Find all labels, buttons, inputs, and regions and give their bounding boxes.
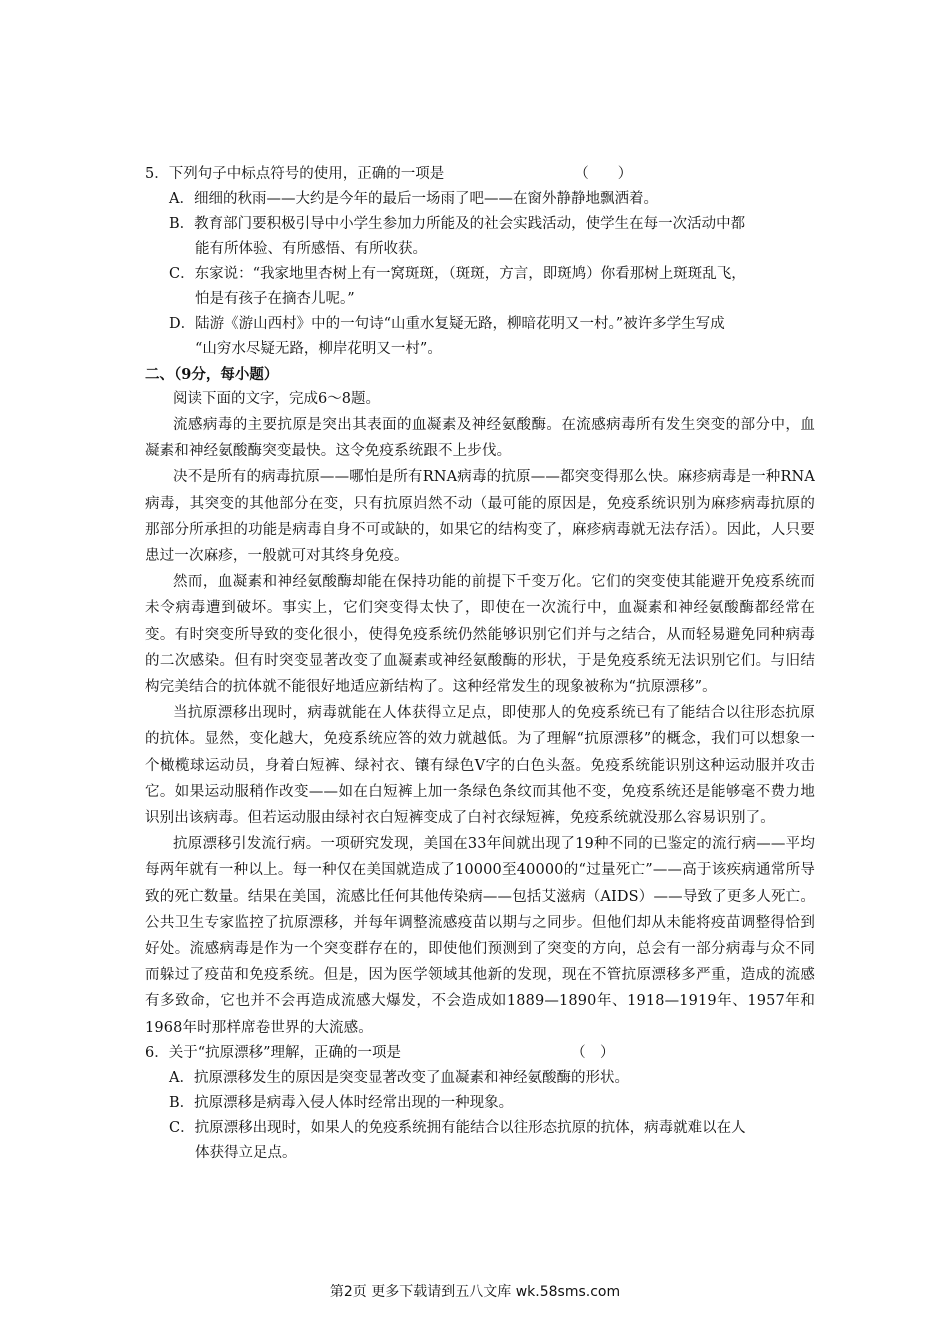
passage-paragraph-4: 当抗原漂移出现时，病毒就能在人体获得立足点，即使那人的免疫系统已有了能结合以往形态抗原的抗体。显然，变化越大，免疫系统应答的效力就越低。为了理解“抗原漂移”的概念，我们可以想象一个橄榄球运动员，身着白短裤、绿衬衣、镶有绿色V字的白色头盔。免疫系统能识别这种运动服并攻击它。如果运动服稍作改变——如在白短裤上加一条绿色条纹而其他不变，免疫系统还是能够毫不费力地识别出该病毒。但若运动服由绿衬衣白短裤变成了白衬衣绿短裤，免疫系统就没那么容易识别了。 — [145, 705, 815, 827]
q5-option-d-cont: “山穷水尽疑无路，柳岸花明又一村”。 — [195, 341, 442, 357]
passage-paragraph-2: 决不是所有的病毒抗原——哪怕是所有RNA病毒的抗原——都突变得那么快。麻疹病毒是一种RNA病毒，其突变的其他部分在变，只有抗原岿然不动（最可能的原因是，免疫系统识别为麻疹病毒抗原的那部分所承担的功能是病毒自身不可或缺的，如果它的结构变了，麻疹病毒就无法存活）。因此，人只要患过一次麻疹，一般就可对其终身免疫。 — [145, 469, 815, 565]
q5-option-d: D．陆游《游山西村》中的一句诗“山重水复疑无路，柳暗花明又一村。”被许多学生写成 — [169, 316, 725, 332]
answer-bracket: （ ） — [574, 166, 633, 182]
answer-bracket: （ ） — [571, 1044, 615, 1061]
q5-option-c-cont: 怕是有孩子在摘杏儿呢。” — [195, 291, 355, 307]
question-6-stem — [145, 1041, 815, 1066]
document-body — [145, 162, 815, 1166]
q6-option-b: B．抗原漂移是病毒入侵人体时经常出现的一种现象。 — [169, 1094, 514, 1111]
passage-paragraph-3: 然而，血凝素和神经氨酸酶却能在保持功能的前提下千变万化。它们的突变使其能避开免疫系统而未令病毒遭到破坏。事实上，它们突变得太快了，即使在一次流行中，血凝素和神经氨酸酶都经常在变。有时突变所导致的变化很小，使得免疫系统仍然能够识别它们并与之结合，从而轻易避免同种病毒的二次感染。但有时突变显著改变了血凝素或神经氨酸酶的形状，于是免疫系统无法识别它们。与旧结构完美结合的抗体就不能很好地适应新结构了。这种经常发生的现象被称为“抗原漂移”。 — [145, 574, 815, 696]
question-5-stem — [145, 162, 815, 187]
q5-option-c: C．东家说：“我家地里杏树上有一窝斑斑，（斑斑，方言，即斑鸠）你看那树上斑斑乱飞， — [169, 266, 746, 282]
passage-paragraph-1: 流感病毒的主要抗原是突出其表面的血凝素及神经氨酸酶。在流感病毒所有发生突变的部分中，血凝素和神经氨酸酶突变最快。这令免疫系统跟不上步伐。 — [145, 417, 815, 460]
q6-option-c: C．抗原漂移出现时，如果人的免疫系统拥有能结合以往形态抗原的抗体，病毒就难以在人 — [169, 1119, 746, 1136]
q6-option-a: A．抗原漂移发生的原因是突变显著改变了血凝素和神经氨酸酶的形状。 — [169, 1069, 629, 1086]
page-footer: 第2页 更多下载请到五八文库 wk.58sms.com — [329, 1284, 621, 1300]
section-2-instruction: 阅读下面的文字，完成6～8题。 — [173, 391, 380, 407]
q6-option-c-cont: 体获得立足点。 — [195, 1144, 297, 1161]
q5-option-b: B．教育部门要积极引导中小学生参加力所能及的社会实践活动，使学生在每一次活动中都 — [169, 216, 746, 232]
passage-paragraph-5: 抗原漂移引发流行病。一项研究发现，美国在33年间就出现了19种不同的已鉴定的流行病——平均每两年就有一种以上。每一种仅在美国就造成了10000至40000的“过量死亡”——高于该疾病通常所导致的死亡数量。结果在美国，流感比任何其他传染病——包括艾滋病（AIDS）——导致了更多人死亡。公共卫生专家监控了抗原漂移，并每年调整流感疫苗以期与之同步。但他们却从未能将疫苗调整得恰到好处。流感病毒是作为一个突变群存在的，即使他们预测到了突变的方向，总会有一部分病毒与众不同而躲过了疫苗和免疫系统。但是，因为医学领域其他新的发现，现在不管抗原漂移多严重，造成的流感有多致命，它也并不会再造成流感大爆发，不会造成如1889—1890年、1918—1919年、1957年和1968年时那样席卷世界的大流感。 — [145, 836, 815, 1036]
section-2-heading: 二、（9分，每小题） — [145, 366, 279, 383]
question-5-text: 5．下列句子中标点符号的使用，正确的一项是 — [145, 166, 445, 182]
q5-option-b-cont: 能有所体验、有所感悟、有所收获。 — [195, 241, 427, 257]
question-6-text: 6．关于“抗原漂移”理解，正确的一项是 — [145, 1044, 402, 1061]
q5-option-a: A．细细的秋雨——大约是今年的最后一场雨了吧——在窗外静静地飘洒着。 — [169, 191, 658, 207]
